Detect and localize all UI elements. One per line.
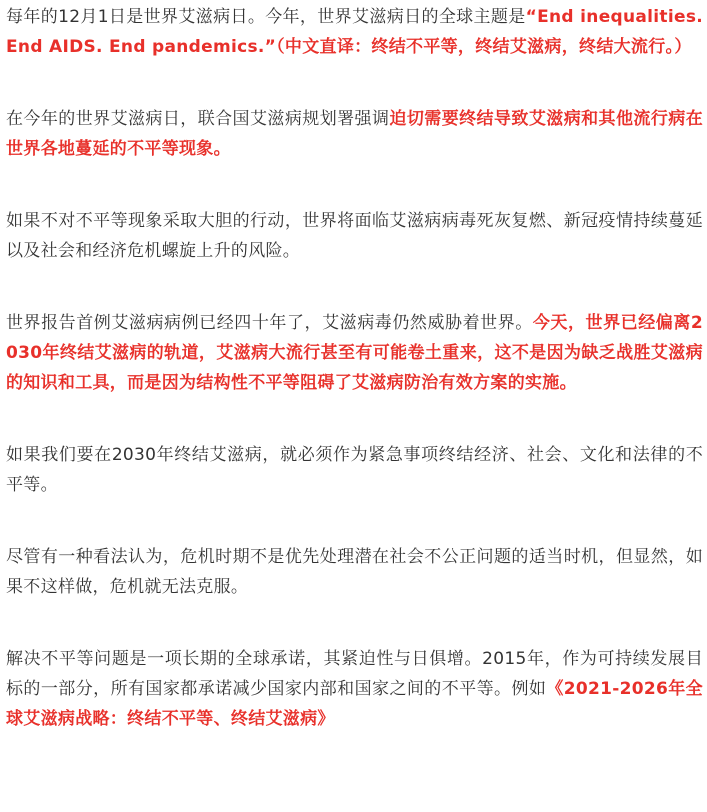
paragraph-forty-years: [6, 308, 703, 398]
highlight-segment: 今天，世界已经偏离2030年终结艾滋病的轨道，艾滋病大流行甚至有可能卷土重来，这不是因为缺乏战胜艾滋病的知识和工具，而是因为结构性不平等阻碍了艾滋病防治有效方案的实施。: [6, 313, 704, 393]
paragraph-unaids: [6, 104, 703, 164]
text-segment: 尽管有一种看法认为，危机时期不是优先处理潜在社会不公正问题的适当时机，但显然，如果不这样做，危机就无法克服。: [6, 547, 703, 597]
text-segment: 解决不平等问题是一项长期的全球承诺，其紧迫性与日俱增。2015年，作为可持续发展目标的一部分，所有国家都承诺减少国家内部和国家之间的不平等。例如: [6, 649, 703, 699]
text-segment: 每年的12月1日是世界艾滋病日。今年，世界艾滋病日的全球主题是: [6, 7, 526, 27]
strategy-link-text: 《2021-2026年全球艾滋病战略：终结不平等、终结艾滋病》: [6, 679, 703, 729]
text-segment: 世界报告首例艾滋病病例已经四十年了，艾滋病毒仍然威胁着世界。: [6, 313, 533, 333]
paragraph-risk: [6, 206, 703, 266]
paragraph-commitment: [6, 644, 703, 734]
paragraph-theme: [6, 2, 703, 62]
text-segment: 在今年的世界艾滋病日，联合国艾滋病规划署强调: [6, 109, 390, 129]
paragraph-2030: [6, 440, 703, 500]
highlight-segment: “End inequalities. End AIDS. End pandemics.”（中文直译：终结不平等，终结艾滋病，终结大流行。）: [6, 7, 703, 57]
highlight-segment: 迫切需要终结导致艾滋病和其他流行病在世界各地蔓延的不平等现象。: [6, 109, 703, 159]
text-segment: 如果不对不平等现象采取大胆的行动，世界将面临艾滋病病毒死灰复燃、新冠疫情持续蔓延以及社会和经济危机螺旋上升的风险。: [6, 211, 703, 261]
text-segment: 如果我们要在2030年终结艾滋病，就必须作为紧急事项终结经济、社会、文化和法律的不平等。: [6, 445, 703, 495]
paragraph-crisis: [6, 542, 703, 602]
